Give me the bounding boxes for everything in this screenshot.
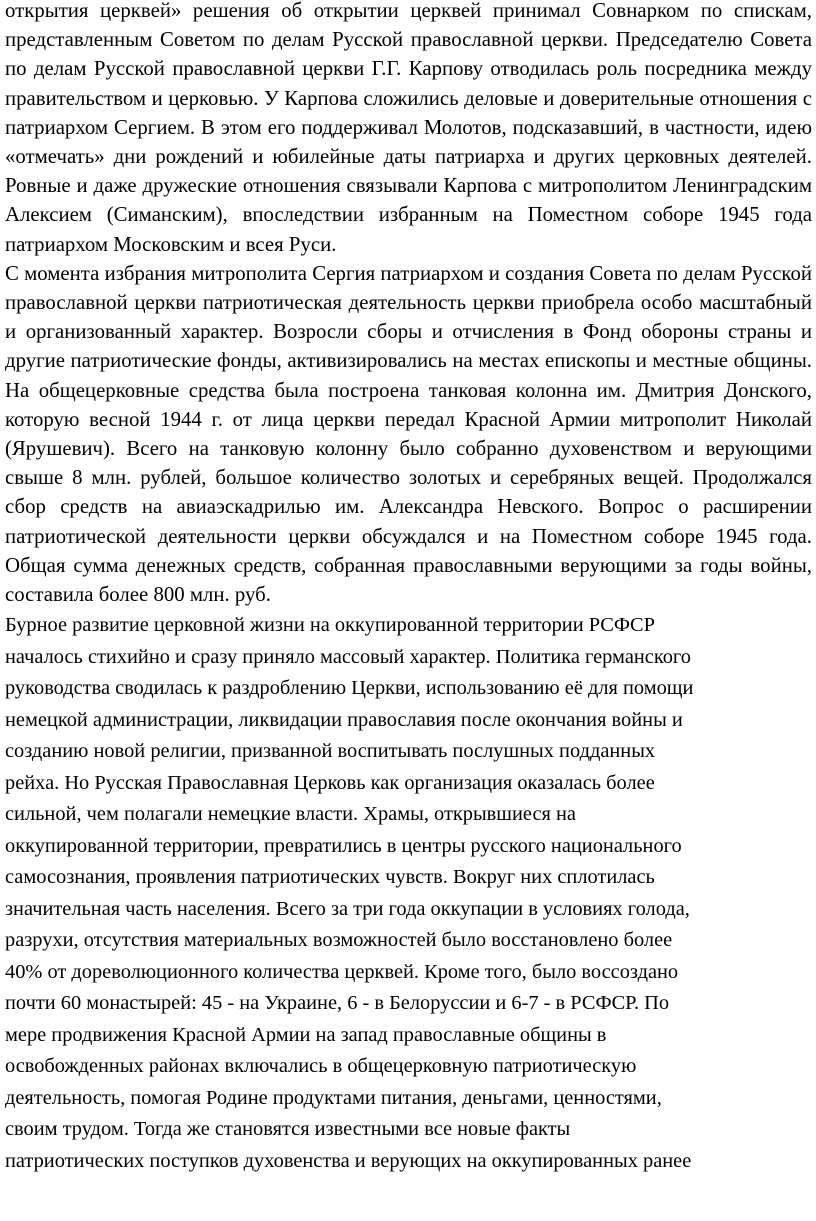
text-line: сильной, чем полагали немецкие власти. Храмы, открывшиеся на bbox=[5, 803, 576, 826]
paragraph-church-openings: открытия церквей» решения об открытии церквей принимал Совнарком по спискам, представленным Советом по делам Русской православной церкви. Председателю Совета по делам Русской православной церкви Г.Г. Карпову отводилась роль посредника между правительством и церковью. У Карпова сложились деловые и доверительные отношения с патриархом Сергием. В этом его поддерживал Молотов, подсказавший, в частности, идею «отмечать» дни рождений и юбилейные даты патриарха и других церковных деятелей. Ровные и даже дружеские отношения связывали Карпова с митрополитом Ленинградским Алексием (Симанским), впоследствии избранным на Поместном соборе 1945 года патриархом Московским и всея Руси. bbox=[5, 0, 812, 256]
text-line: оккупированной территории, превратились в центры русского национального bbox=[5, 834, 682, 857]
text-line: разрухи, отсутствия материальных возможностей было восстановлено более bbox=[5, 929, 673, 952]
paragraph-occupied-territory bbox=[5, 610, 812, 1177]
text-line: патриотических поступков духовенства и верующих на оккупированных ранее bbox=[5, 1149, 692, 1172]
text-line: началось стихийно и сразу приняло массовый характер. Политика германского bbox=[5, 645, 691, 668]
text-line: Бурное развитие церковной жизни на оккупированной территории РСФСР bbox=[5, 614, 655, 637]
text-line: самосознания, проявления патриотических чувств. Вокруг них сплотилась bbox=[5, 866, 655, 889]
text-line: рейха. Но Русская Православная Церковь как организация оказалась более bbox=[5, 771, 655, 794]
text-line: значительная часть населения. Всего за три года оккупации в условиях голода, bbox=[5, 897, 690, 920]
text-line: почти 60 монастырей: 45 - на Украине, 6 - в Белоруссии и 6-7 - в РСФСР. По bbox=[5, 992, 670, 1015]
text-line: созданию новой религии, призванной воспитывать послушных подданных bbox=[5, 740, 656, 763]
text-line: руководства сводилась к раздроблению Церкви, использованию её для помощи bbox=[5, 677, 694, 700]
text-line: освобожденных районах включались в общецерковную патриотическую bbox=[5, 1055, 637, 1078]
text-line: деятельность, помогая Родине продуктами питания, деньгами, ценностями, bbox=[5, 1086, 662, 1109]
text-line: своим трудом. Тогда же становятся известными все новые факты bbox=[5, 1118, 571, 1141]
text-line: немецкой администрации, ликвидации православия после окончания войны и bbox=[5, 708, 683, 731]
text-line: 40% от дореволюционного количества церквей. Кроме того, было воссоздано bbox=[5, 960, 679, 983]
text-line: мере продвижения Красной Армии на запад православные общины в bbox=[5, 1023, 607, 1046]
paragraph-patriotic-activity: С момента избрания митрополита Сергия патриархом и создания Совета по делам Русской православной церкви патриотическая деятельность церкви приобрела особо масштабный и организованный характер. Возросли сборы и отчисления в Фонд обороны страны и другие патриотические фонды, активизировались на местах епископы и местные общины. На общецерковные средства была построена танковая колонна им. Дмитрия Донского, которую весной 1944 г. от лица церкви передал Красной Армии митрополит Николай (Ярушевич). Всего на танковую колонну было собранно духовенством и верующими свыше 8 млн. рублей, большое количество золотых и серебряных вещей. Продолжался сбор средств на авиаэскадрилью им. Александра Невского. Вопрос о расширении патриотической деятельности церкви обсуждался и на Поместном соборе 1945 года. Общая сумма денежных средств, собранная православными верующими за годы войны, составила более 800 млн. руб. bbox=[5, 261, 812, 607]
